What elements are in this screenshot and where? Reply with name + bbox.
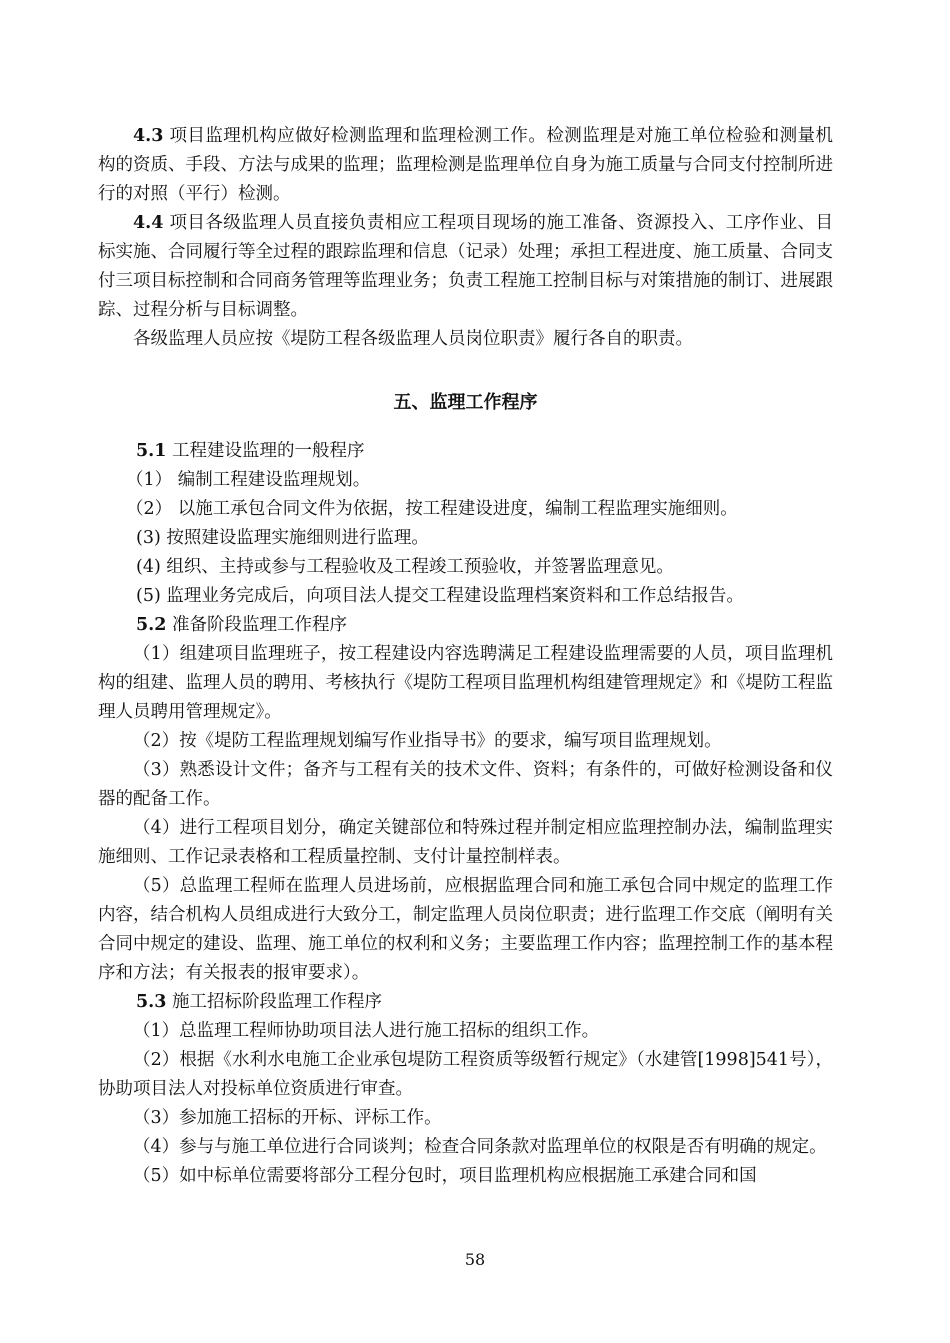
paragraph-4-4 [98, 209, 833, 325]
clause-text: 项目各级监理人员直接负责相应工程项目现场的施工准备、资源投入、工序作业、目标实施、合同履行等全过程的跟踪监理和信息（记录）处理；承担工程进度、施工质量、合同支付三项目标控制和合同商务管理等监理业务；负责工程施工控制目标与对策措施的制订、进展跟踪、过程分析与目标调整。 [98, 213, 833, 320]
list-item: (4) 组织、主持或参与工程验收及工程竣工预验收，并签署监理意见。 [136, 557, 674, 577]
list-item: (3) 按照建设监理实施细则进行监理。 [136, 528, 429, 548]
list-item: (5) 监理业务完成后，向项目法人提交工程建设监理档案资料和工作总结报告。 [136, 586, 744, 606]
spacer [98, 417, 833, 437]
list-paragraph: （3）参加施工招标的开标、评标工作。 [133, 1108, 442, 1128]
subsection-title-text: 准备阶段监理工作程序 [166, 615, 348, 635]
subsection-title-text: 施工招标阶段监理工作程序 [166, 992, 383, 1012]
list-paragraph: （4）进行工程项目划分，确定关键部位和特殊过程并制定相应监理控制办法，编制监理实施细则、工作记录表格和工程质量控制、支付计量控制样表。 [98, 818, 833, 867]
clause-number: 4.4 [133, 213, 164, 233]
list-paragraph: （4）参与与施工单位进行合同谈判；检查合同条款对监理单位的权限是否有明确的规定。 [133, 1137, 827, 1157]
document-body [98, 122, 833, 1191]
list-paragraph: （5）总监理工程师在监理人员进场前，应根据监理合同和施工承包合同中规定的监理工作内容，结合机构人员组成进行大致分工，制定监理人员岗位职责；进行监理工作交底（阐明有关合同中规定的建设、监理、施工单位的权利和义务；主要监理工作内容；监理控制工作的基本程序和方法；有关报表的报审要求）。 [98, 876, 833, 983]
paragraph-4-4-duties: 各级监理人员应按《堤防工程各级监理人员岗位职责》履行各自的职责。 [133, 329, 693, 349]
list-paragraph: （1）组建项目监理班子，按工程建设内容选聘满足工程建设监理需要的人员，项目监理机构的组建、监理人员的聘用、考核执行《堤防工程项目监理机构组建管理规定》和《堤防工程监理人员聘用管理规定》。 [98, 644, 833, 722]
spacer [98, 354, 833, 388]
list-paragraph: （3）熟悉设计文件；备齐与工程有关的技术文件、资料；有条件的，可做好检测设备和仪器的配备工作。 [98, 760, 833, 809]
section-heading: 五、监理工作程序 [393, 392, 538, 413]
clause-number: 5.3 [136, 992, 167, 1012]
list-item: （2） 以施工承包合同文件为依据，按工程建设进度，编制工程监理实施细则。 [126, 499, 738, 519]
list-paragraph: （5）如中标单位需要将部分工程分包时，项目监理机构应根据施工承建合同和国 [133, 1166, 757, 1186]
list-paragraph: （2）根据《水利水电施工企业承包堤防工程资质等级暂行规定》（水建管[1998]541号），协助项目法人对投标单位资质进行审查。 [98, 1050, 833, 1099]
clause-number: 5.2 [136, 615, 167, 635]
page-number: 58 [464, 1250, 486, 1269]
clause-text: 项目监理机构应做好检测监理和监理检测工作。检测监理是对施工单位检验和测量机构的资质、手段、方法与成果的监理；监理检测是监理单位自身为施工质量与合同支付控制所进行的对照（平行）检测。 [98, 126, 833, 204]
clause-number: 4.3 [133, 126, 164, 146]
paragraph-4-3 [98, 122, 833, 209]
list-paragraph: （1）总监理工程师协助项目法人进行施工招标的组织工作。 [133, 1021, 600, 1041]
clause-number: 5.1 [136, 441, 167, 461]
list-item: （1） 编制工程建设监理规划。 [126, 470, 371, 490]
subsection-5-2-title [98, 611, 833, 640]
subsection-5-1-title [98, 437, 833, 466]
subsection-5-3-title [98, 988, 833, 1017]
list-paragraph: （2）按《堤防工程监理规划编写作业指导书》的要求，编写项目监理规划。 [133, 731, 722, 751]
subsection-title-text: 工程建设监理的一般程序 [166, 441, 365, 461]
